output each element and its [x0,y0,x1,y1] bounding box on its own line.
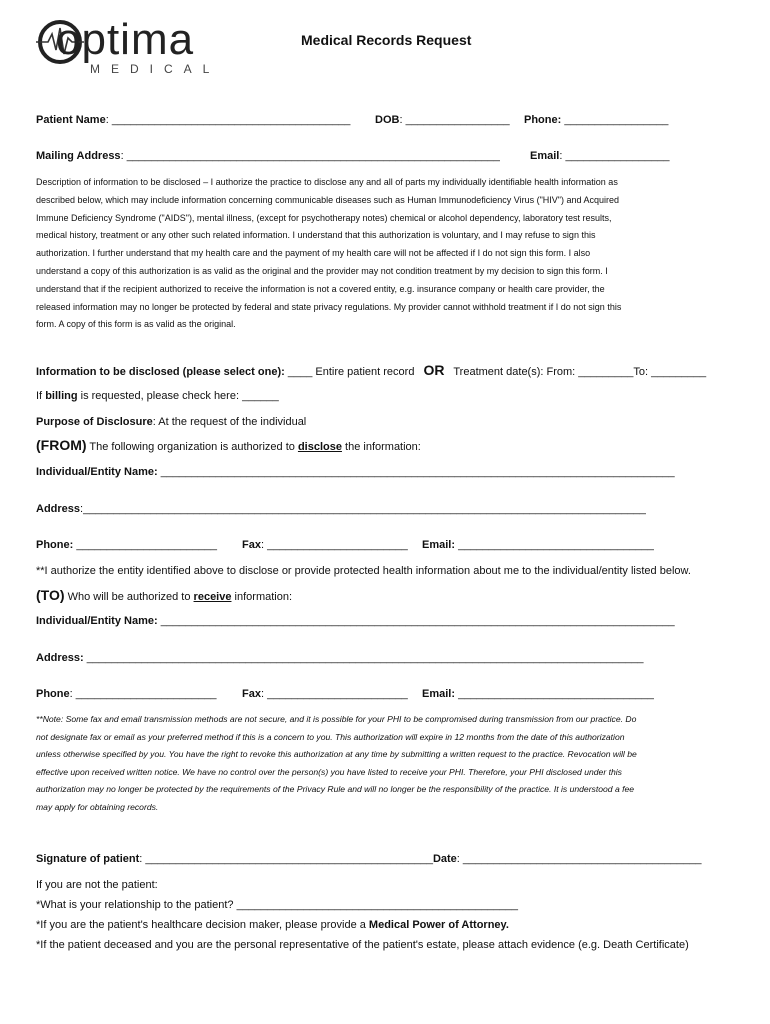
email-row: Email: _________________ [530,150,670,162]
logo-subtitle: MEDICAL [90,62,221,76]
to-entity-field[interactable]: ____________________________________________________________________________________ [160,615,675,627]
from-tag: (FROM) [36,437,87,453]
to-phone-field[interactable]: _______________________ [75,688,217,700]
from-entity-field[interactable]: ____________________________________________________________________________________ [160,466,675,478]
note-line: not designate fax or email as your preferred method if this is a concern to you. This authorization will expire in 12 months from the date of this authorization [36,731,625,742]
description-line: released information may no longer be protected by federal and state privacy regulations. My provider cannot withhold treatment if I do not sign this [36,301,622,312]
description-line: authorization. I further understand that my health care and the payment of my health care will not be affected if I do not sign this form. I also [36,248,591,259]
to-date-field[interactable]: _________ [651,366,707,378]
to-text: Who will be authorized to [67,591,191,603]
to-address-label: Address: [36,652,84,664]
billing-word: billing [45,390,78,402]
mailing-row: Mailing Address: _____________________________________________________________ [36,150,500,162]
description-line: described below, which may include information concerning communicable diseases such as Human Immunodeficiency Virus ("HIV") and Acquired [36,194,620,205]
description-line: understand that if the recipient authorized to receive the information is not a covered entity, e.g. insurance company or health care provider, the [36,283,605,294]
page-title: Medical Records Request [301,32,472,48]
info-disclosed-row [36,362,706,378]
from-phone-label: Phone: [36,539,74,551]
patient-info-row: Patient Name: _______________________________________ [36,114,351,126]
to-post: information: [234,591,293,603]
email-field[interactable]: _________________ [565,150,670,162]
signature-row: Signature of patient: _______________________________________________Date: _______________________________________ [36,853,702,865]
from-post: the information: [345,441,421,453]
dob-label: DOB [375,114,400,126]
from-entity-label: Individual/Entity Name: [36,466,158,478]
relationship-label: *What is your relationship to the patient? [36,899,234,911]
from-entity-row [36,466,675,478]
from-date-field[interactable]: _________ [578,366,634,378]
from-fax-label: Fax [242,539,261,551]
phone-field[interactable]: _________________ [564,114,669,126]
or-separator: OR [423,362,445,378]
from-text: The following organization is authorized to [89,441,295,453]
info-disclosed-label: Information to be disclosed (please select one): [36,366,285,378]
entire-record-check[interactable]: ____ [287,366,313,378]
relationship-row [36,899,518,911]
note-line: unless otherwise specified by you. You have the right to revoke this authorization at any time by submitting a written request to the practice. Revocation will be [36,749,637,760]
description-line: Description of information to be disclosed – I authorize the practice to disclose any and all of parts my individually identifiable health information as [36,177,618,187]
from-fax-field[interactable]: _______________________ [267,539,408,551]
to-phone-label: Phone [36,688,70,700]
from-fax-row: Fax: _______________________ [242,539,408,551]
billing-text: is requested, please check here: [80,390,240,402]
from-email-field[interactable]: ________________________________ [458,539,654,551]
from-phone-row [36,539,217,551]
phone-row [524,114,668,126]
date-label: Date [432,853,457,865]
entire-record-label: Entire patient record [315,366,415,378]
note-line: effective upon received written notice. We have no control over the person(s) you have listed to receive your PHI. Therefore, your PHI disclosed under this [36,766,622,777]
purpose-value: : At the request of the individual [152,416,307,428]
note-line: authorization may no longer be protected by the requirements of the Privacy Rule and will no longer be the responsibility of the practice. It is understood a fee [36,784,635,795]
from-address-field[interactable]: ____________________________________________________________________________________________ [83,503,646,515]
deceased-note: *If the patient deceased and you are the personal representative of the patient's estate, please attach evidence (e.g. Death Certificate) [36,939,689,951]
privacy-note [36,711,746,817]
from-phone-field[interactable]: _______________________ [76,539,218,551]
signature-field[interactable]: _______________________________________________ [145,853,433,865]
to-section-header [36,587,292,603]
to-tag: (TO) [36,587,65,603]
relationship-field[interactable]: ______________________________________________ [236,899,518,911]
signature-label: Signature of patient [36,853,140,865]
from-email-row [422,539,654,551]
mailing-label: Mailing Address [36,150,121,162]
billing-pre: If [36,390,43,402]
from-address-row: Address:____________________________________________________________________________________________ [36,503,646,515]
billing-row [36,390,279,402]
to-address-row [36,652,643,664]
description-line: understand a copy of this authorization is as valid as the original and the provider may not condition treatment by my decision to sign this form. I [36,265,608,276]
logo-wordmark: optima [56,15,195,64]
disclose-word: disclose [297,441,342,453]
from-email-label: Email: [422,539,456,551]
to-email-label: Email: [422,688,456,700]
to-email-row [422,688,654,700]
description-line: Immune Deficiency Syndrome ("AIDS"), mental illness, (except for psychotherapy notes) chemical or alcohol dependency, laboratory test results, [36,212,612,223]
to-phone-row: Phone: _______________________ [36,688,217,700]
optima-logo [34,12,221,82]
to-fax-row: Fax: _______________________ [242,688,408,700]
mailing-field[interactable]: _____________________________________________________________ [126,150,500,162]
to-address-field[interactable]: ___________________________________________________________________________________________ [86,652,644,664]
email-label: Email [530,150,560,162]
date-field[interactable]: _______________________________________ [462,853,702,865]
from-section-header [36,437,421,453]
description-line: medical history, treatment or any other such related information. I understand that this authorization is voluntary, and I may refuse to sign this [36,230,596,241]
dob-row: DOB: _________________ [375,114,510,126]
description-line: form. A copy of this form is as valid as the original. [36,319,236,330]
description-paragraph [36,174,736,334]
to-email-field[interactable]: ________________________________ [458,688,654,700]
authorize-note: **I authorize the entity identified above to disclose or provide protected health information about me to the individual/entity listed below. [36,565,691,577]
patient-name-label: Patient Name [36,114,106,126]
to-entity-label: Individual/Entity Name: [36,615,158,627]
to-fax-field[interactable]: _______________________ [267,688,408,700]
purpose-row [36,416,306,428]
power-of-attorney: Medical Power of Attorney. [368,919,509,931]
not-patient-heading: If you are not the patient: [36,879,158,891]
patient-name-field[interactable]: _______________________________________ [111,114,351,126]
dob-field[interactable]: _________________ [405,114,510,126]
decision-maker-row [36,919,509,931]
note-line: **Note: Some fax and email transmission methods are not secure, and it is possible for your PHI to be compromised during transmission from our practice. Do [36,714,637,724]
from-address-label: Address [36,503,81,515]
receive-word: receive [193,591,232,603]
decision-maker-text: *If you are the patient's healthcare decision maker, please provide a [36,919,366,931]
to-date-label: To: [633,366,649,378]
note-line: may apply for obtaining records. [36,801,159,812]
phone-label: Phone: [524,114,562,126]
to-entity-row [36,615,675,627]
billing-check-field[interactable]: ______ [242,390,279,402]
treatment-dates-label: Treatment date(s): From: [453,366,576,378]
purpose-label: Purpose of Disclosure [36,416,153,428]
to-fax-label: Fax [242,688,261,700]
